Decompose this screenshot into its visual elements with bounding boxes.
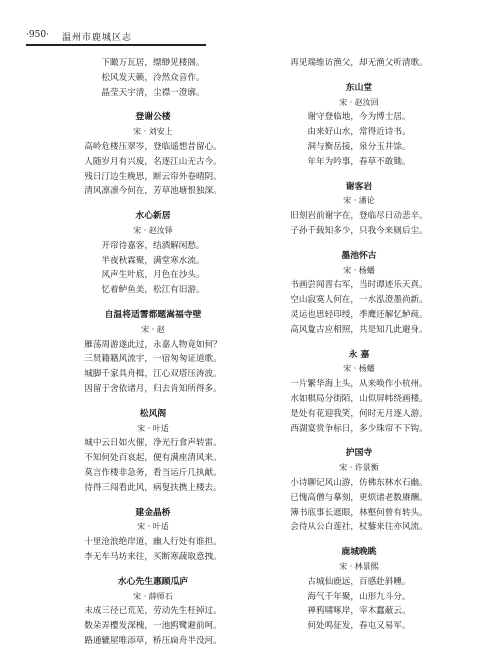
poem-title: 护国寺 (345, 448, 373, 459)
poem-line: 旧刻岩前谢字在，登临尽日动悲辛。 (290, 211, 428, 222)
poem-line: 高风夐古应相照，共是知几此避身。 (290, 324, 428, 335)
poem-line: 空山寂寞人何在，一水泓澄墨尚新。 (290, 295, 428, 306)
poem-line: 已愧高僧与摹刻，更烦诸老数赓酬。 (290, 492, 428, 503)
poem-line: 下瞰万瓦居，缥缈见楼阁。 (101, 58, 205, 68)
page-number: ·950· (26, 30, 49, 40)
poem-line: 会待从公白莲社，杖藜来往亦风流。 (290, 522, 428, 533)
poem-line: 三贤籍籍风流宇，一宿匆匆证道歌。 (84, 354, 222, 365)
poem-line: 城脚千家具舟楫，江心双塔压涛波。 (84, 369, 222, 380)
poem-spacer (58, 100, 248, 110)
poem-line: 残日汀边生晚思，断云帘外卷晴阴。 (84, 171, 222, 182)
poem-line: 半夜秋霖聚，满堂寒水流。 (101, 255, 205, 266)
poem-author: 宋 · 赵汝回 (339, 97, 379, 107)
poem-line: 禅鸦啸啄岸，宰木蠢蔽云。 (307, 606, 411, 617)
poem-title: 松风阁 (139, 408, 167, 419)
poem-line: 风声生叶底，月色在沙头。 (101, 270, 205, 281)
header-rule (26, 44, 206, 46)
poem-line: 松风发天籁，泠然众音作。 (101, 72, 205, 83)
poem-author: 宋 · 叶适 (137, 423, 169, 433)
poem-author: 宋 · 林景熙 (339, 561, 379, 571)
poem-line: 谢守登临地，今为博士居。 (307, 112, 411, 123)
poem-title: 建金晶桥 (135, 507, 171, 518)
poem-spacer (264, 239, 454, 249)
poem-line: 由来好山水，常得近诗书。 (307, 127, 411, 138)
poem-line: 数朵弄樱发深槐，一池鸥鹭避前呵。 (84, 621, 222, 632)
poem-spacer (58, 397, 248, 407)
poem-spacer (58, 496, 248, 506)
poem-author: 宋 · 叶适 (137, 522, 169, 532)
poem-line: 子孙千载知多少，只我今来厕后尘。 (290, 225, 428, 236)
poem-line: 待得三闯看此风，病叟扶携上楼去。 (84, 482, 222, 493)
poem-line: 西湖宴赏争标日，多少珠帘不下钩。 (290, 423, 428, 434)
poem-title: 登谢公楼 (135, 112, 171, 123)
running-title: 温州市鹿城区志 (62, 33, 133, 43)
poem-line: 因留于舍依诸月，归去肯知所得多。 (84, 383, 222, 394)
poem-title: 自温将适霅都题嵩福寺壁 (104, 309, 202, 320)
poem-line: 忆着鲈鱼美，松江有旧游。 (101, 285, 205, 296)
poem-line: 雁荡周游遂此过，永嘉人物竟如何？ (84, 339, 222, 350)
poem-title: 水心新居 (135, 211, 171, 222)
poem-line: 晶莹天宇清，尘襟一澄廓。 (101, 87, 205, 98)
poem-title: 永 嘉 (348, 349, 370, 360)
poem-line: 年年为吟事，春草不敢锄。 (307, 156, 411, 167)
poem-line: 不知何处百哀起，便有满座清风来。 (84, 453, 222, 464)
poem-line: 水如棋局分街陌，山似屏帏绕画楼。 (290, 393, 428, 404)
poem-spacer (264, 535, 454, 545)
poem-title: 东山堂 (345, 82, 373, 93)
poem-author: 宋 · 许景衡 (339, 463, 379, 473)
poem-line: 灵运也思轻印绶，季鹰还解忆鲈莼。 (290, 309, 428, 320)
poem-spacer (58, 565, 248, 575)
poem-line: 海气千年聚，山形九斗分。 (307, 591, 411, 602)
poem-line: 洞与衡岳接，泉分玉井馀。 (307, 141, 411, 152)
poem-line: 一片繁华海上头，从来唤作小杭州。 (290, 379, 428, 390)
poem-line: 莫言作楼非急务，看当运斤几执献。 (84, 467, 222, 478)
poem-spacer (264, 170, 454, 180)
poem-line: 高岭危楼压翠岑，登临遥想昔留心。 (84, 141, 222, 152)
poem-line: 清风凛凛今何在，芳草池塘恨独深。 (84, 186, 222, 197)
poem-author: 宋 · 杨蟠 (343, 265, 375, 275)
poem-line: 簿书底事长遮眼，林壑何曾有转头。 (290, 507, 428, 518)
poem-author: 宋 · 赵 (141, 324, 165, 334)
poem-spacer (264, 71, 454, 81)
poem-line: 是处有花迎我笑，何时无月逐人游。 (290, 408, 428, 419)
poem-title: 谢客岩 (345, 181, 373, 192)
poem-spacer (58, 298, 248, 308)
poem-spacer (58, 199, 248, 209)
poem-author: 宋 · 潘论 (343, 196, 375, 206)
right-column (264, 56, 454, 634)
poem-author: 宋 · 薛师石 (133, 591, 173, 601)
left-column (58, 56, 248, 649)
poem-title: 鹿城晚眺 (341, 547, 377, 558)
poem-line: 十里沧浪绝岸道，幽人行处有谁担。 (84, 537, 222, 548)
poem-line: 开帘待嘉客，结酒解闲愁。 (101, 240, 205, 251)
poem-line: 书画尝闻晋右军，当时谭迹乐天真。 (290, 280, 428, 291)
poem-author: 宋 · 刘安上 (133, 127, 173, 137)
poem-title: 水心先生惠顾瓜庐 (117, 576, 189, 587)
poem-line: 李无车马坊来往，买断寒蔬取意拽。 (84, 551, 222, 562)
poem-line: 何处鸣征发，春屯又易军。 (307, 621, 411, 632)
poem-line: 再见瑞维访渔父，却无渔父听清歌。 (290, 58, 428, 68)
poem-spacer (264, 338, 454, 348)
poem-line: 城中云日如火催，净光行食声转雷。 (84, 438, 222, 449)
poem-line: 小诗聊记风山游，仿佛东林水石幽。 (290, 477, 428, 488)
poem-spacer (264, 436, 454, 446)
poem-line: 人随岁月有兴废，名逐江山无古今。 (84, 156, 222, 167)
poem-line: 路通辘屋唯添草，桥压扁舟半没河。 (84, 635, 222, 646)
page-header (26, 24, 456, 44)
poem-line: 古城仙鹿远，百感赴斜曛。 (307, 576, 411, 587)
poem-author: 宋 · 杨蟠 (343, 364, 375, 374)
poem-author: 宋 · 赵汝铎 (133, 225, 173, 235)
poem-line: 未成三径已荒芜，劳动先生枉掉过。 (84, 606, 222, 617)
poem-title: 墨池怀古 (341, 250, 377, 261)
